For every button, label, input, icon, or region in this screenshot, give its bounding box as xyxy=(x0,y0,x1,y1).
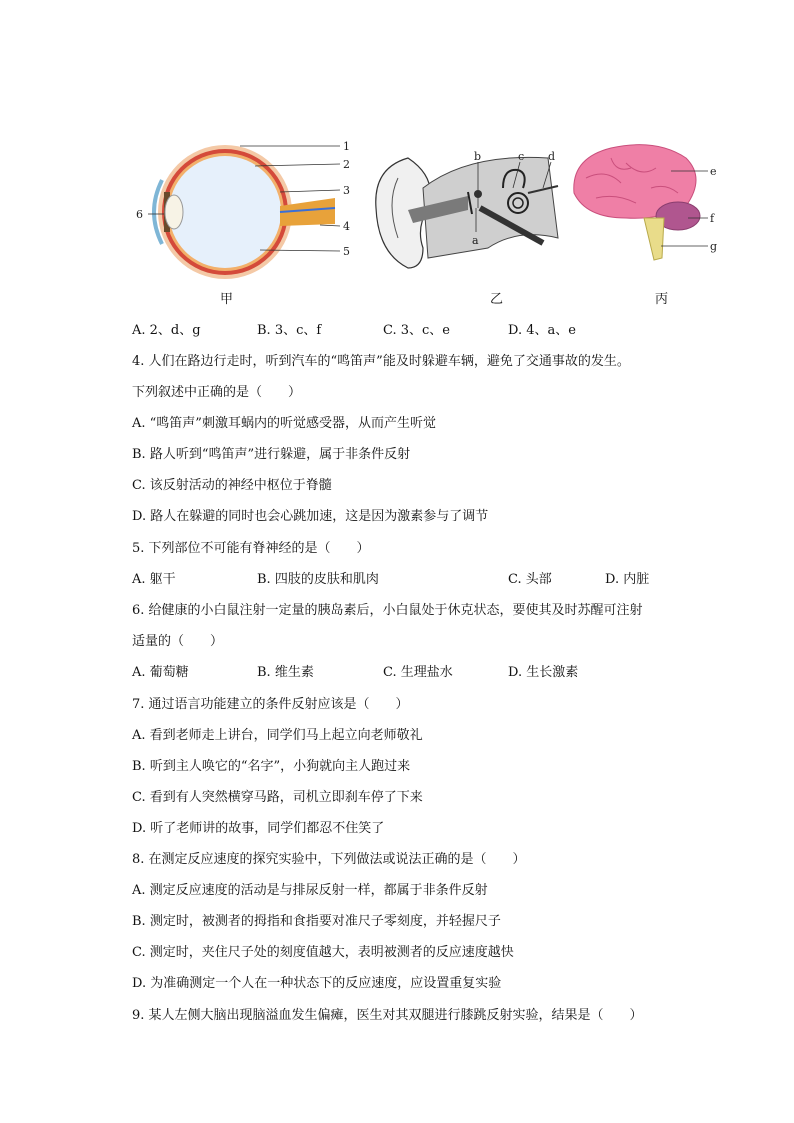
eye-label-6: 6 xyxy=(136,208,143,221)
eye-label-2: 2 xyxy=(343,158,350,171)
ear-figure xyxy=(368,148,563,278)
eye-label-1: 1 xyxy=(343,140,350,153)
q8-option-d[interactable]: D. 为准确测定一个人在一种状态下的反应速度，应设置重复实验 xyxy=(132,976,502,991)
q7-option-b[interactable]: B. 听到主人唤它的“名字”，小狗就向主人跑过来 xyxy=(132,759,411,774)
brain-label-e: e xyxy=(710,165,717,178)
q6-stem-line-1: 6. 给健康的小白鼠注射一定量的胰岛素后，小白鼠处于休克状态，要使其及时苏醒可注射 xyxy=(132,603,643,618)
brain-label-f: f xyxy=(710,212,715,225)
q6-option-c[interactable]: C. 生理盐水 xyxy=(383,665,453,680)
q7-option-d[interactable]: D. 听了老师讲的故事，同学们都忍不住笑了 xyxy=(132,821,385,836)
q8-option-c[interactable]: C. 测定时，夹住尺子处的刻度值越大，表明被测者的反应速度越快 xyxy=(132,945,514,960)
q5-option-a[interactable]: A. 躯干 xyxy=(132,572,176,587)
q7-option-a[interactable]: A. 看到老师走上讲台，同学们马上起立向老师敬礼 xyxy=(132,728,423,743)
q3-option-d[interactable]: D. 4、a、e xyxy=(508,323,576,338)
ear-label-b: b xyxy=(474,150,482,163)
ear-label-c: c xyxy=(518,150,525,163)
ear-label-d: d xyxy=(548,150,556,163)
eye-figure xyxy=(130,140,360,285)
brain-label-g: g xyxy=(710,240,718,253)
q7-option-c[interactable]: C. 看到有人突然横穿马路，司机立即刹车停了下来 xyxy=(132,790,423,805)
q4-stem-line-1: 4. 人们在路边行走时，听到汽车的“鸣笛声”能及时躲避车辆，避免了交通事故的发生。 xyxy=(132,354,630,369)
q5-option-c[interactable]: C. 头部 xyxy=(508,572,552,587)
q9-stem: 9. 某人左侧大脑出现脑溢血发生偏瘫，医生对其双腿进行膝跳反射实验，结果是（ ） xyxy=(132,1008,643,1023)
q6-stem-line-2: 适量的（ ） xyxy=(132,634,224,649)
eye-vitreous xyxy=(169,156,281,268)
q4-stem-line-2: 下列叙述中正确的是（ ） xyxy=(132,385,302,400)
ear-caption: 乙 xyxy=(490,292,504,307)
q4-option-b[interactable]: B. 路人听到“鸣笛声”进行躲避，属于非条件反射 xyxy=(132,447,411,462)
q6-option-b[interactable]: B. 维生素 xyxy=(257,665,314,680)
q4-option-a[interactable]: A. “鸣笛声”刺激耳蜗内的听觉感受器，从而产生听觉 xyxy=(132,416,436,431)
q3-option-a[interactable]: A. 2、d、g xyxy=(132,323,201,338)
q8-option-a[interactable]: A. 测定反应速度的活动是与排尿反射一样，都属于非条件反射 xyxy=(132,883,488,898)
brain-figure xyxy=(566,138,726,268)
q4-option-d[interactable]: D. 路人在躲避的同时也会心跳加速，这是因为激素参与了调节 xyxy=(132,509,489,524)
eye-lens xyxy=(165,195,183,229)
q6-option-d[interactable]: D. 生长激素 xyxy=(508,665,579,680)
q5-stem: 5. 下列部位不可能有脊神经的是（ ） xyxy=(132,541,370,556)
q5-option-b[interactable]: B. 四肢的皮肤和肌肉 xyxy=(257,572,379,587)
ear-label-a: a xyxy=(472,234,479,247)
eye-label-5: 5 xyxy=(343,245,350,258)
q8-stem: 8. 在测定反应速度的探究实验中，下列做法或说法正确的是（ ） xyxy=(132,852,526,867)
q3-option-b[interactable]: B. 3、c、f xyxy=(257,323,322,338)
q8-option-b[interactable]: B. 测定时，被测者的拇指和食指要对准尺子零刻度，并轻握尺子 xyxy=(132,914,501,929)
eye-caption: 甲 xyxy=(220,292,234,307)
brain-brainstem xyxy=(644,218,664,260)
eye-label-3: 3 xyxy=(343,184,350,197)
brain-caption: 丙 xyxy=(655,292,669,307)
q7-stem: 7. 通过语言功能建立的条件反射应该是（ ） xyxy=(132,697,409,712)
q5-option-d[interactable]: D. 内脏 xyxy=(605,572,650,587)
q4-option-c[interactable]: C. 该反射活动的神经中枢位于脊髓 xyxy=(132,478,332,493)
q6-option-a[interactable]: A. 葡萄糖 xyxy=(132,665,189,680)
q3-option-c[interactable]: C. 3、c、e xyxy=(383,323,450,338)
eye-label-4: 4 xyxy=(343,220,350,233)
